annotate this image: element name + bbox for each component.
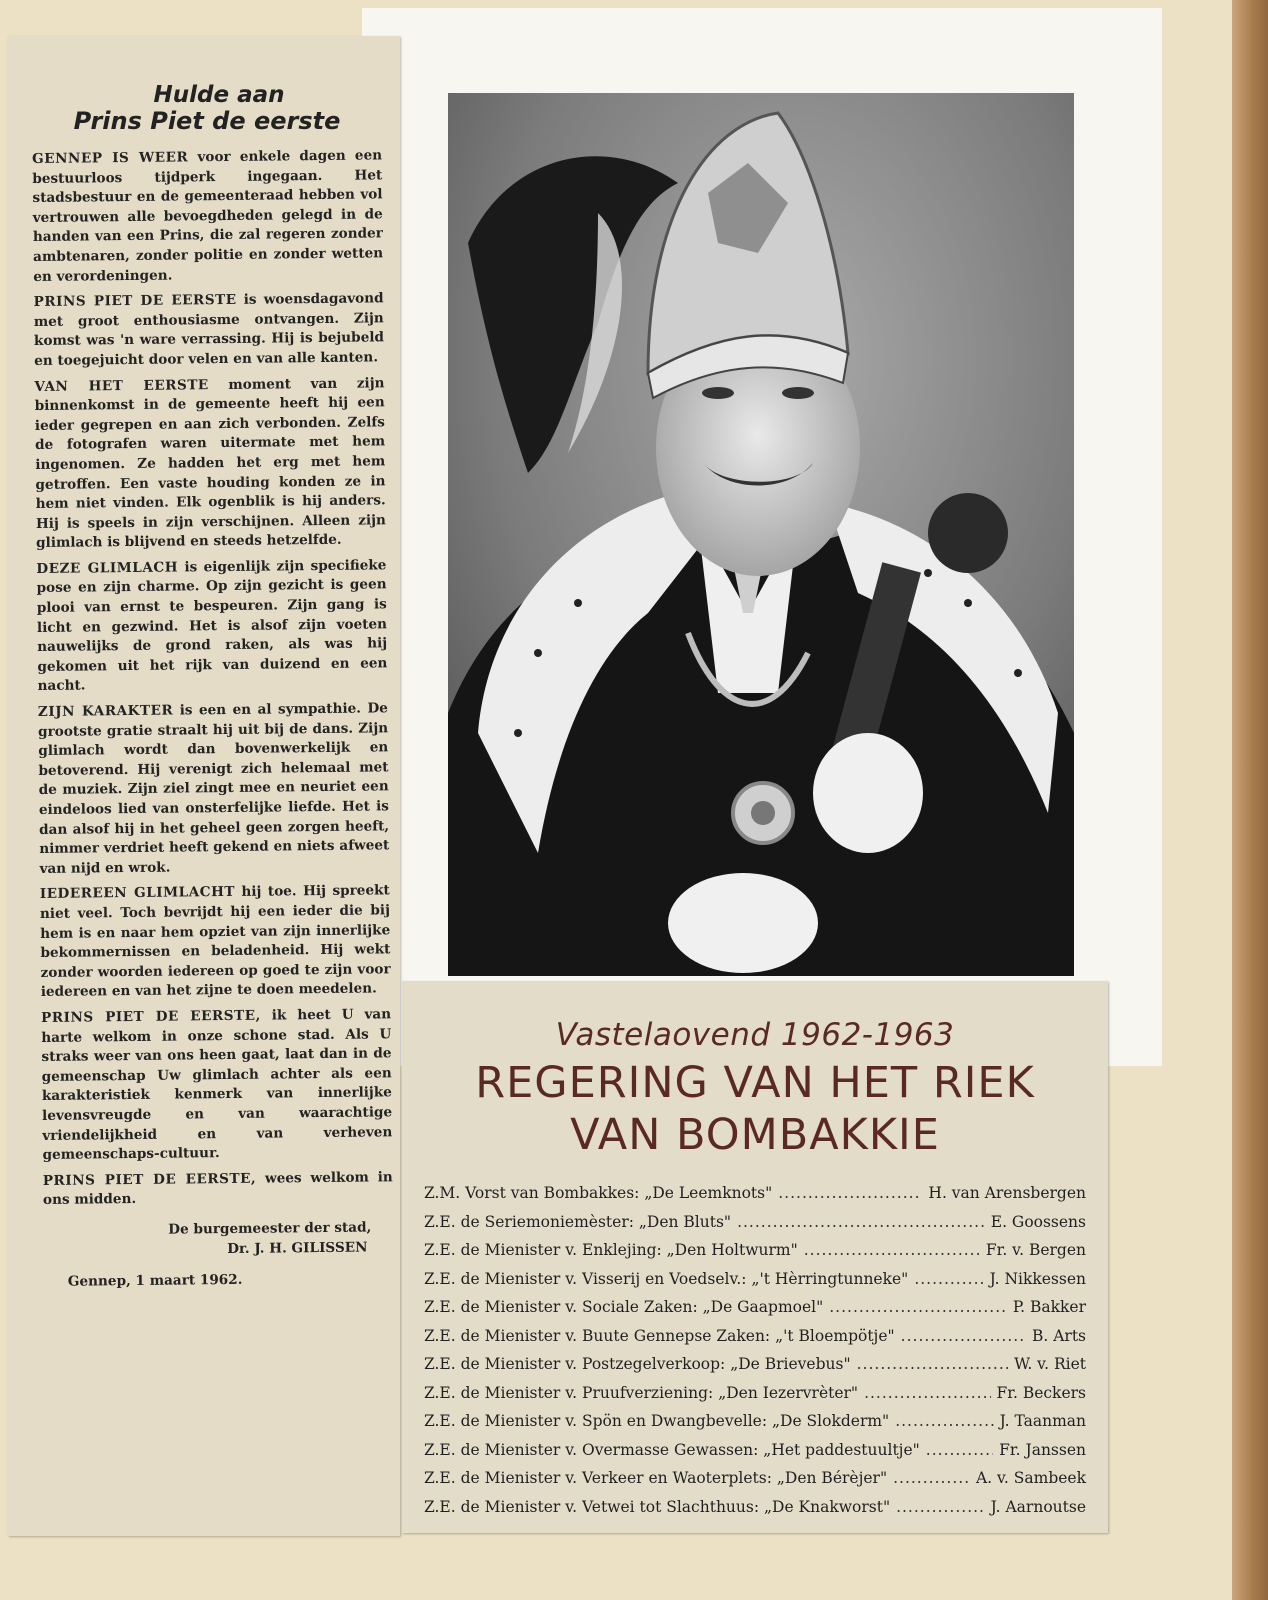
article-body xyxy=(32,146,394,1292)
cabinet-entry xyxy=(424,1179,1086,1208)
leader-dots xyxy=(804,1236,980,1265)
cabinet-role: Z.E. de Mienister v. Buute Gennepse Zaken: „'t Bloempötje" xyxy=(424,1326,895,1345)
cabinet-role: Z.E. de Mienister v. Verkeer en Waoterplets: „Den Bérèjer" xyxy=(424,1469,888,1487)
paragraph-text: is een en al sympathie. De grootste gratie straalt hij uit bij de dans. Zijn glimlach wordt dan bovenwerkelijk en betoverend. Hij verenigt zich helemaal met de muziek. Zijn ziel zingt mee en neuriet een eindeloos lied van onsterfelijke liefde. Het is dan alsof hij in het geheel geen zorgen heeft, nimmer verdriet heeft gekend en niets afweet van nijd en wrok. xyxy=(38,700,390,877)
paragraph-text: is woensdagavond met groot enthousiasme ontvangen. Zijn komst was 'n ware verrassing. Hij is bejubeld en toegejuicht door velen en van alle kanten. xyxy=(33,290,385,369)
cabinet-person: E. Goossens xyxy=(990,1212,1086,1231)
cabinet-entry xyxy=(424,1379,1086,1408)
cabinet-role: Z.E. de Mienister v. Overmasse Gewassen: „Het paddestuultje" xyxy=(424,1440,920,1459)
paragraph-text: is eigenlijk zijn specifieke pose en zijn charme. Op zijn gezicht is geen plooi van ernst te bespeuren. Zijn gang is licht en gezwind. Het is alsof zijn voeten nauwelijks de grond raken, als was hij gekomen uit het rijk van duizend en een nacht. xyxy=(36,557,388,695)
cabinet-person: Fr. Janssen xyxy=(999,1440,1086,1459)
cabinet-entry xyxy=(424,1293,1086,1322)
cabinet-person: W. v. Riet xyxy=(1014,1355,1086,1373)
article-clipping xyxy=(8,36,400,1536)
cabinet-entry xyxy=(424,1322,1086,1351)
cabinet-entry xyxy=(424,1493,1086,1522)
paragraph-text: wees welkom in ons midden. xyxy=(42,1168,393,1209)
cabinet-entry xyxy=(424,1265,1086,1294)
article-paragraph xyxy=(32,146,383,287)
article-paragraph xyxy=(34,374,386,554)
leader-dots xyxy=(778,1179,922,1208)
cabinet-person: A. v. Sambeek xyxy=(975,1469,1086,1487)
leader-dots xyxy=(926,1436,993,1465)
leader-dots xyxy=(857,1350,1009,1379)
paragraph-text: ik heet U van harte welkom in onze schone stad. Als U straks weer van ons heen gaat, laat dan in de gemeenschap Uw glimlach achter als een karakteristiek kenmerk van innerlijke levensvreugde en van waarachtige vriendelijkheid en van verheven gemeenschaps-cultuur. xyxy=(41,1006,393,1164)
article-paragraph xyxy=(36,556,387,697)
cabinet-person: J. Taanman xyxy=(999,1412,1086,1430)
leader-dots xyxy=(914,1265,983,1294)
leader-dots xyxy=(893,1464,970,1493)
cabinet-list xyxy=(402,1179,1108,1521)
article-paragraph xyxy=(43,1168,393,1211)
album-edge xyxy=(1232,0,1268,1600)
cabinet-person: Fr. v. Bergen xyxy=(985,1241,1086,1259)
season-title: Vastelaovend 1962-1963 xyxy=(555,1017,955,1053)
cabinet-role: Z.E. de Mienister v. Enklejing: „Den Holtwurm" xyxy=(424,1241,798,1259)
portrait-illustration xyxy=(448,93,1074,976)
article-paragraph xyxy=(38,699,390,879)
government-title-line-1: REGERING VAN HET RIEK xyxy=(475,1058,1035,1108)
cabinet-entry xyxy=(424,1236,1086,1265)
article-headline xyxy=(8,82,400,136)
paragraph-text: voor enkele dagen een bestuurloos tijdperk ingegaan. Het stadsbestuur en de gemeenteraad hebben vol vertrouwen alle bevoegdheden gelegd in de handen van een Prins, die zal regeren zonder ambtenaren, zonder politie en zonder wetten en verordeningen. xyxy=(32,147,384,285)
cabinet-role: Z.E. de Mienister v. Pruufverziening: „Den Iezervrèter" xyxy=(424,1383,859,1402)
paragraph-lead: PRINS PIET DE EERSTE xyxy=(33,292,237,311)
cabinet-role: Z.E. de Mienister v. Spön en Dwangbevelle: „De Slokderm" xyxy=(424,1412,890,1430)
cabinet-entry xyxy=(424,1436,1086,1465)
leader-dots xyxy=(896,1493,985,1522)
paragraph-lead: IEDEREEN GLIMLACHT xyxy=(39,884,236,903)
cabinet-person: Fr. Beckers xyxy=(996,1383,1086,1402)
government-clipping xyxy=(402,981,1108,1533)
paragraph-lead: DEZE GLIMLACH xyxy=(36,559,179,577)
dateline: Gennep, 1 maart 1962. xyxy=(67,1271,243,1290)
leader-dots xyxy=(901,1322,1026,1351)
paragraph-lead: PRINS PIET DE EERSTE, xyxy=(42,1170,257,1189)
cabinet-role: Z.E. de Mienister v. Vetwei tot Slachthuus: „De Knakworst" xyxy=(424,1497,891,1516)
article-paragraph xyxy=(41,1005,393,1165)
cabinet-role: Z.E. de Mienister v. Visserij en Voedselv.: „'t Hèrringtunneke" xyxy=(424,1269,909,1288)
government-title xyxy=(402,1057,1108,1161)
cabinet-person: H. van Arensbergen xyxy=(928,1184,1086,1202)
leader-dots xyxy=(864,1379,990,1408)
paragraph-text: hij toe. Hij spreekt niet veel. Toch bevrijdt hij een ieder die bij hem is en naar hem opziet van zijn innerlijke bekommernissen en beladenheid. Hij wekt zonder woorden iedereen op goed te zijn voor iedereen en van het zijne te doen meedelen. xyxy=(39,882,391,1001)
paragraph-lead: PRINS PIET DE EERSTE, xyxy=(41,1007,261,1026)
headline-line-1: Hulde aan xyxy=(153,82,285,108)
paragraph-lead: ZIJN KARAKTER xyxy=(37,702,174,721)
signature-title: De burgemeester der stad, xyxy=(168,1219,372,1238)
leader-dots xyxy=(895,1407,993,1436)
signature-block xyxy=(43,1217,371,1260)
cabinet-entry xyxy=(424,1350,1086,1379)
paragraph-lead: VAN HET EERSTE xyxy=(34,376,209,395)
signature-name: Dr. J. H. GILISSEN xyxy=(227,1239,368,1257)
cabinet-person: J. Nikkessen xyxy=(989,1269,1086,1288)
cabinet-person: B. Arts xyxy=(1031,1326,1086,1345)
cabinet-entry xyxy=(424,1407,1086,1436)
government-title-line-2: VAN BOMBAKKIE xyxy=(570,1110,940,1160)
cabinet-entry xyxy=(424,1208,1086,1237)
headline-line-2: Prins Piet de eerste xyxy=(73,107,341,136)
leader-dots xyxy=(829,1293,1007,1322)
cabinet-role: Z.E. de Seriemoniemèster: „Den Bluts" xyxy=(424,1212,732,1231)
article-paragraph xyxy=(33,290,384,372)
cabinet-role: Z.E. de Mienister v. Sociale Zaken: „De Gaapmoel" xyxy=(424,1298,824,1316)
article-paragraph xyxy=(40,882,391,1003)
cabinet-role: Z.M. Vorst van Bombakkes: „De Leemknots" xyxy=(424,1184,773,1202)
cabinet-entry xyxy=(424,1464,1086,1493)
leader-dots xyxy=(737,1208,985,1237)
prince-portrait-photo xyxy=(448,93,1074,976)
cabinet-person: P. Bakker xyxy=(1012,1298,1086,1316)
cabinet-role: Z.E. de Mienister v. Postzegelverkoop: „De Brievebus" xyxy=(424,1355,851,1373)
paragraph-lead: GENNEP IS WEER xyxy=(32,149,189,168)
cabinet-person: J. Aarnoutse xyxy=(990,1497,1086,1516)
paragraph-text: moment van zijn binnenkomst in de gemeente heeft hij een ieder gegrepen en aan zich verbonden. Zelfs de fotografen waren uitermate met hem ingenomen. Ze hadden het erg met hem getroffen. Een vaste houding konden ze in hem niet vinden. Elk ogenblik is hij anders. Hij is speels in zijn verschijnen. Alleen zijn glimlach is blijvend en steeds hetzelfde. xyxy=(34,374,386,552)
